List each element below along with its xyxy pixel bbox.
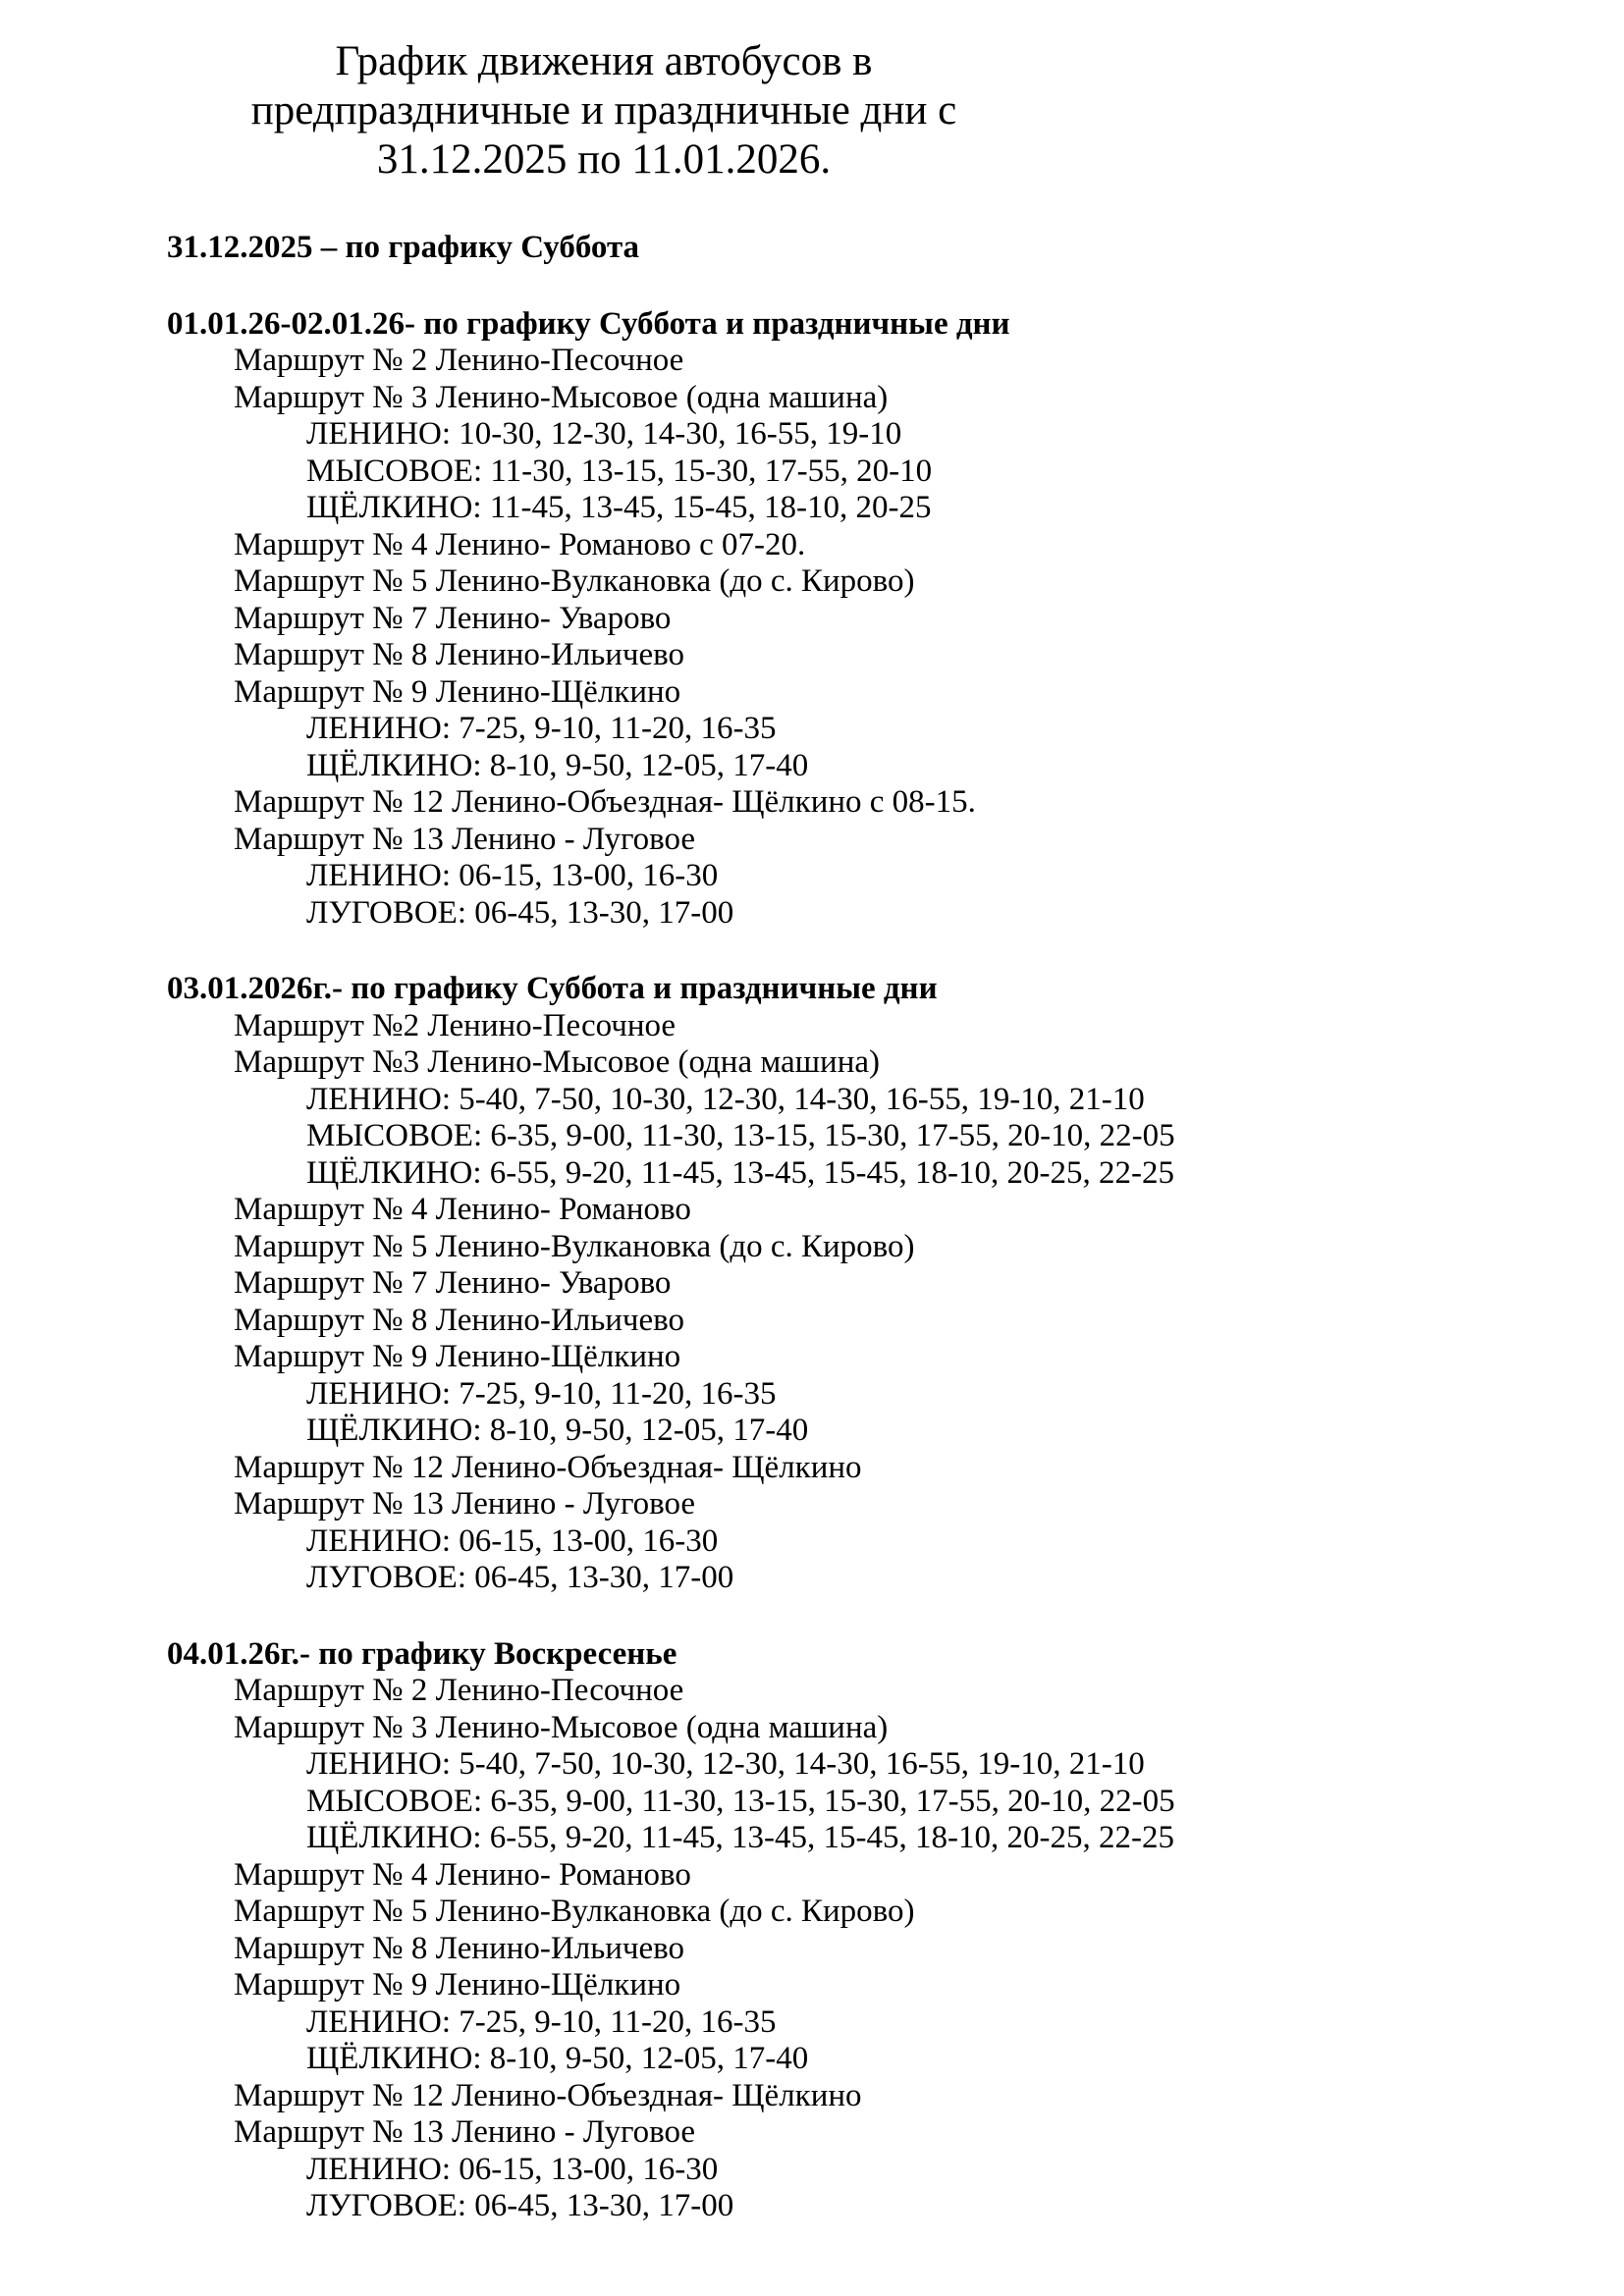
times-line: МЫСОВОЕ: 11-30, 13-15, 15-30, 17-55, 20-10 [306, 453, 933, 489]
route-line: Маршрут № 12 Ленино-Объездная- Щёлкино [234, 2077, 862, 2113]
route-line: Маршрут № 3 Ленино-Мысовое (одна машина) [234, 1709, 889, 1745]
times-line: ЛЕНИНО: 7-25, 9-10, 11-20, 16-35 [306, 711, 777, 746]
times-line: МЫСОВОЕ: 6-35, 9-00, 11-30, 13-15, 15-30, 17-55, 20-10, 22-05 [306, 1783, 1175, 1819]
route-line: Маршрут № 3 Ленино-Мысовое (одна машина) [234, 379, 889, 415]
document-title [196, 37, 1011, 185]
route-line: Маршрут № 2 Ленино-Песочное [234, 1673, 684, 1708]
document-title-line1: График движения автобусов в [335, 38, 873, 84]
route-line: Маршрут № 7 Ленино- Уварово [234, 600, 672, 636]
route-line: Маршрут № 8 Ленино-Ильичево [234, 1930, 685, 1966]
times-line: ЛЕНИНО: 10-30, 12-30, 14-30, 16-55, 19-10 [306, 416, 902, 452]
times-line: МЫСОВОЕ: 6-35, 9-00, 11-30, 13-15, 15-30, 17-55, 20-10, 22-05 [306, 1118, 1175, 1153]
times-line: ЛУГОВОЕ: 06-45, 13-30, 17-00 [306, 2188, 734, 2223]
route-line: Маршрут №3 Ленино-Мысовое (одна машина) [234, 1044, 881, 1080]
route-line: Маршрут № 13 Ленино - Луговое [234, 2114, 696, 2150]
route-line: Маршрут № 13 Ленино - Луговое [234, 1486, 696, 1522]
schedule-section [167, 306, 1624, 933]
schedule-section [167, 971, 1624, 1597]
section-heading: 03.01.2026г.- по графику Суббота и праздничные дни [167, 971, 938, 1006]
times-line: ЛУГОВОЕ: 06-45, 13-30, 17-00 [306, 1560, 734, 1595]
times-line: ЛЕНИНО: 5-40, 7-50, 10-30, 12-30, 14-30, 16-55, 19-10, 21-10 [306, 1081, 1145, 1117]
route-line: Маршрут № 4 Ленино- Романово [234, 1856, 691, 1893]
route-line: Маршрут № 7 Ленино- Уварово [234, 1265, 672, 1301]
sections [167, 230, 1624, 2225]
times-line: ЛЕНИНО: 06-15, 13-00, 16-30 [306, 858, 719, 893]
times-line: ЛЕНИНО: 7-25, 9-10, 11-20, 16-35 [306, 1375, 777, 1412]
route-line: Маршрут № 8 Ленино-Ильичево [234, 637, 685, 672]
times-line: ЛЕНИНО: 5-40, 7-50, 10-30, 12-30, 14-30, 16-55, 19-10, 21-10 [306, 1746, 1145, 1782]
route-line: Маршрут № 5 Ленино-Вулкановка (до с. Кирово) [234, 1894, 915, 1929]
document-title-line2: предпраздничные и праздничные дни с 31.12.2025 по 11.01.2026. [250, 87, 957, 183]
times-line: ЩЁЛКИНО: 8-10, 9-50, 12-05, 17-40 [306, 1413, 809, 1448]
section-heading: 04.01.26г.- по графику Воскресенье [167, 1635, 677, 1672]
times-line: ЩЁЛКИНО: 8-10, 9-50, 12-05, 17-40 [306, 747, 809, 783]
route-line: Маршрут № 4 Ленино- Романово с 07-20. [234, 526, 806, 562]
times-line: ЛЕНИНО: 06-15, 13-00, 16-30 [306, 1522, 719, 1559]
route-line: Маршрут № 5 Ленино-Вулкановка (до с. Кирово) [234, 563, 915, 599]
times-line: ЛЕНИНО: 06-15, 13-00, 16-30 [306, 2151, 719, 2187]
times-line: ЩЁЛКИНО: 6-55, 9-20, 11-45, 13-45, 15-45, 18-10, 20-25, 22-25 [306, 1820, 1174, 1855]
times-line: ЩЁЛКИНО: 8-10, 9-50, 12-05, 17-40 [306, 2041, 809, 2076]
schedule-section [167, 1636, 1624, 2225]
route-line: Маршрут № 4 Ленино- Романово [234, 1192, 691, 1227]
route-line: Маршрут № 12 Ленино-Объездная- Щёлкино [234, 1449, 862, 1485]
times-line: ЩЁЛКИНО: 11-45, 13-45, 15-45, 18-10, 20-25 [306, 490, 932, 525]
times-line: ЩЁЛКИНО: 6-55, 9-20, 11-45, 13-45, 15-45, 18-10, 20-25, 22-25 [306, 1154, 1174, 1191]
route-line: Маршрут № 9 Ленино-Щёлкино [234, 1339, 681, 1374]
times-line: ЛЕНИНО: 7-25, 9-10, 11-20, 16-35 [306, 2003, 777, 2040]
route-line: Маршрут № 8 Ленино-Ильичево [234, 1302, 685, 1338]
schedule-section [167, 230, 1624, 267]
route-line: Маршрут №2 Ленино-Песочное [234, 1007, 677, 1043]
route-line: Маршрут № 9 Ленино-Щёлкино [234, 673, 681, 710]
route-line: Маршрут № 2 Ленино-Песочное [234, 343, 684, 378]
times-line: ЛУГОВОЕ: 06-45, 13-30, 17-00 [306, 894, 734, 931]
route-line: Маршрут № 9 Ленино-Щёлкино [234, 1967, 681, 2002]
route-line: Маршрут № 5 Ленино-Вулкановка (до с. Кирово) [234, 1228, 915, 1264]
section-heading: 31.12.2025 – по графику Суббота [167, 230, 640, 265]
section-heading: 01.01.26-02.01.26- по графику Суббота и праздничные дни [167, 305, 1010, 342]
route-line: Маршрут № 13 Ленино - Луговое [234, 821, 696, 857]
route-line: Маршрут № 12 Ленино-Объездная- Щёлкино с 08-15. [234, 784, 976, 820]
